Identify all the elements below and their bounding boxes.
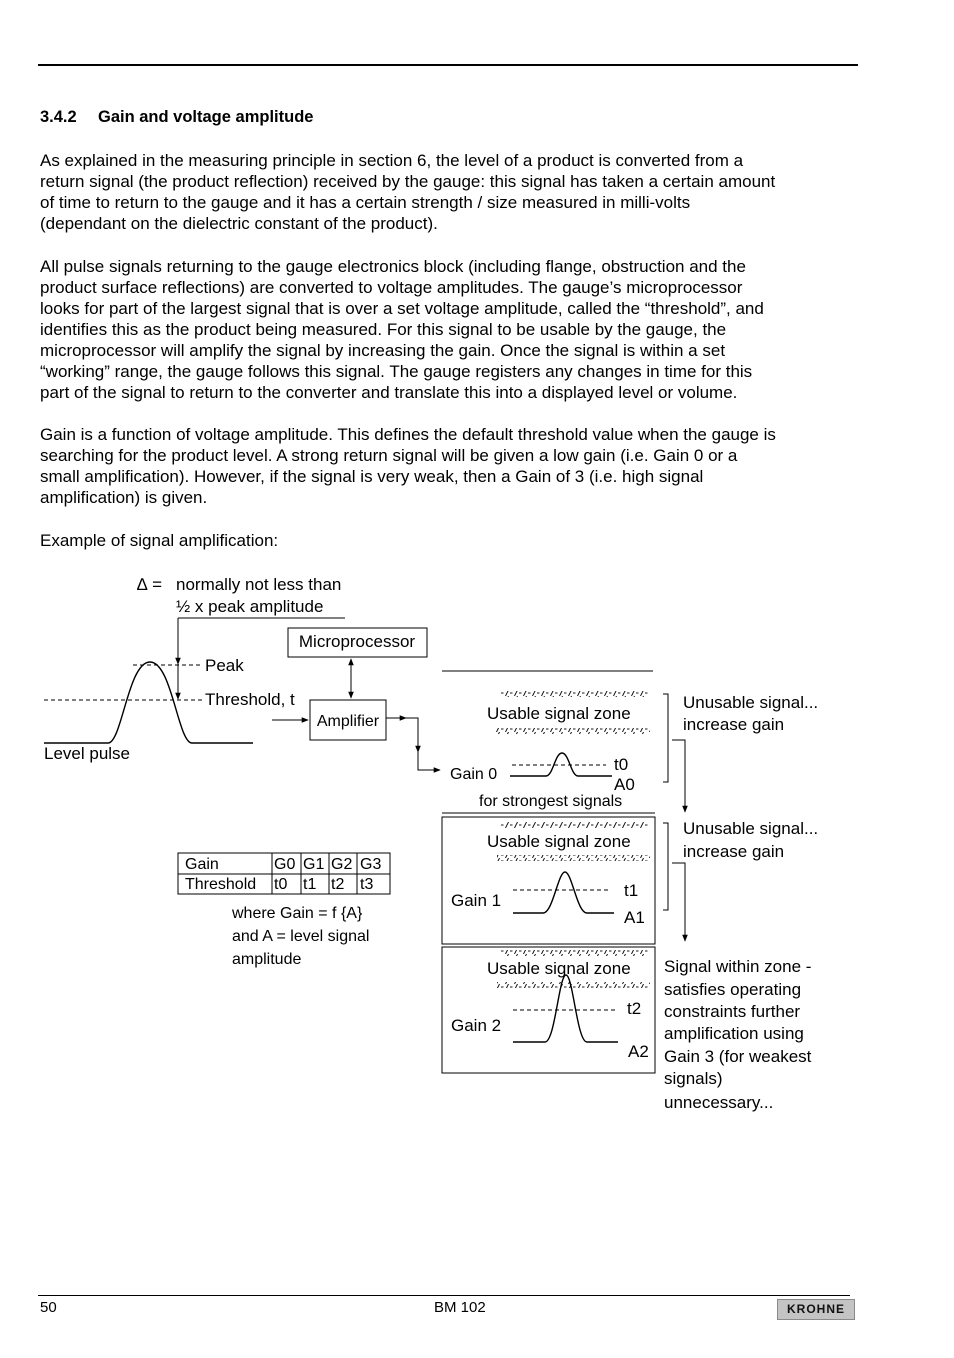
gain2-zone-top-hatch <box>500 950 648 956</box>
side-note-line: Unusable signal... <box>683 693 819 712</box>
gain0-label: Gain 0 <box>450 766 498 783</box>
gain1-amplitude-label: A1 <box>624 908 645 927</box>
gain0-zone-bottom-hatch <box>495 728 650 734</box>
delta-note-line: ½ x peak amplitude <box>176 597 324 616</box>
side-note-line: constraints further <box>664 1002 801 1021</box>
header-rule <box>38 64 858 66</box>
section-title: Gain and voltage amplitude <box>98 108 314 126</box>
peak-label: Peak <box>205 656 244 675</box>
gain1-zone-label: Usable signal zone <box>487 832 631 851</box>
gain1-label: Gain 1 <box>451 891 502 910</box>
table-cell: Threshold <box>185 876 257 893</box>
side-note-line: signals) <box>664 1069 723 1088</box>
document-id: BM 102 <box>434 1299 486 1316</box>
page-number: 50 <box>40 1299 57 1316</box>
paragraph-line: searching for the product level. A strong return signal will be given a low gain (i.e. Gain 0 or a <box>40 446 738 465</box>
example-caption: Example of signal amplification: <box>40 531 279 550</box>
gain2-threshold-label: t2 <box>627 999 642 1018</box>
gain1-threshold-label: t1 <box>624 881 639 900</box>
paragraph-line: All pulse signals returning to the gauge electronics block (including flange, obstruction and the <box>40 257 746 276</box>
paragraph-line: product surface reflections) are converted to voltage amplitudes. The gauge’s microprocessor <box>40 278 743 297</box>
table-note-line: amplitude <box>232 951 302 968</box>
paragraph-1 <box>40 150 775 234</box>
signal-amplification-diagram <box>0 560 954 1130</box>
gain0-zone-label: Usable signal zone <box>487 704 631 723</box>
gain-threshold-table <box>178 853 390 894</box>
increase-gain-arrow <box>672 740 685 812</box>
paragraph-line: “working” range, the gauge follows this signal. The gauge registers any changes in time for this <box>40 362 753 381</box>
gain1-bracket <box>663 823 668 910</box>
table-cell: t2 <box>331 876 345 893</box>
gain1-pulse-curve <box>513 872 614 913</box>
gain2-zone-label: Usable signal zone <box>487 959 631 978</box>
amplifier-output-down-arrow <box>406 718 418 752</box>
paragraph-line: As explained in the measuring principle in section 6, the level of a product is converted from a <box>40 151 744 170</box>
gain1-zone-top-hatch <box>500 822 648 828</box>
table-cell: G3 <box>360 856 382 873</box>
table-cell: G2 <box>331 856 353 873</box>
paragraph-line: microprocessor will amplify the signal by increasing the gain. Once the signal is within a set <box>40 341 726 360</box>
gain0-amplitude-label: A0 <box>614 775 635 794</box>
threshold-label: Threshold, t <box>205 690 295 709</box>
paragraph-2 <box>40 256 764 403</box>
table-cell: G0 <box>274 856 296 873</box>
paragraph-line: part of the signal to return to the converter and translate this into a displayed level or volume. <box>40 383 738 402</box>
paragraph-line: (dependant on the dielectric constant of the product). <box>40 214 438 233</box>
gain0-threshold-label: t0 <box>614 755 629 774</box>
paragraph-line: Gain is a function of voltage amplitude. This defines the default threshold value when the gauge is <box>40 425 776 444</box>
gain2-label: Gain 2 <box>451 1016 502 1035</box>
side-note-line: Gain 3 (for weakest <box>664 1047 812 1066</box>
microprocessor-label: Microprocessor <box>298 632 416 651</box>
table-cell: G1 <box>303 856 325 873</box>
table-cell: t1 <box>303 876 317 893</box>
section-number: 3.4.2 <box>40 108 77 126</box>
gain2-zone-bottom-hatch <box>497 982 650 988</box>
paragraph-line: return signal (the product reflection) received by the gauge: this signal has taken a certain amount <box>40 172 776 191</box>
side-note-line: amplification using <box>664 1024 804 1043</box>
side-note-line: Unusable signal... <box>683 819 819 838</box>
side-note-line: satisfies operating <box>664 980 802 999</box>
paragraph-line: small amplification). However, if the signal is very weak, then a Gain of 3 (i.e. high signal <box>40 467 704 486</box>
gain1-zone-bottom-hatch <box>497 855 650 861</box>
krohne-logo: KROHNE <box>777 1299 855 1320</box>
paragraph-line: looks for part of the largest signal that is over a set voltage amplitude, called the “threshold”, and <box>40 299 764 318</box>
delta-note-line: normally not less than <box>176 575 342 594</box>
table-cell: Gain <box>185 856 219 873</box>
paragraph-3 <box>40 424 776 508</box>
paragraph-line: of time to return to the gauge and it has a certain strength / size measured in milli-volts <box>40 193 691 212</box>
table-cell: t3 <box>360 876 374 893</box>
side-note-line: increase gain <box>683 842 785 861</box>
level-pulse-label: Level pulse <box>44 744 131 763</box>
side-note-line: increase gain <box>683 715 785 734</box>
gain0-zone-top-hatch <box>500 691 648 697</box>
delta-symbol: ∆ = <box>137 575 163 594</box>
paragraph-line: identifies this as the product being measured. For this signal to be usable by the gauge, the <box>40 320 727 339</box>
footer-rule <box>38 1295 850 1296</box>
amplifier-output-to-gain0-arrow <box>418 752 440 770</box>
increase-gain-arrow <box>672 863 685 941</box>
amplifier-label: Amplifier <box>316 713 380 730</box>
side-note-line: Signal within zone - <box>664 957 812 976</box>
section-heading <box>40 107 313 128</box>
table-cell: t0 <box>274 876 288 893</box>
side-note-line: unnecessary... <box>664 1093 774 1112</box>
paragraph-line: amplification) is given. <box>40 488 208 507</box>
gain2-amplitude-label: A2 <box>628 1042 649 1061</box>
gain0-note: for strongest signals <box>479 793 623 810</box>
gain0-bracket <box>663 694 668 782</box>
table-note-line: where Gain = f {A} <box>232 905 363 922</box>
table-note-line: and A = level signal <box>232 928 370 945</box>
